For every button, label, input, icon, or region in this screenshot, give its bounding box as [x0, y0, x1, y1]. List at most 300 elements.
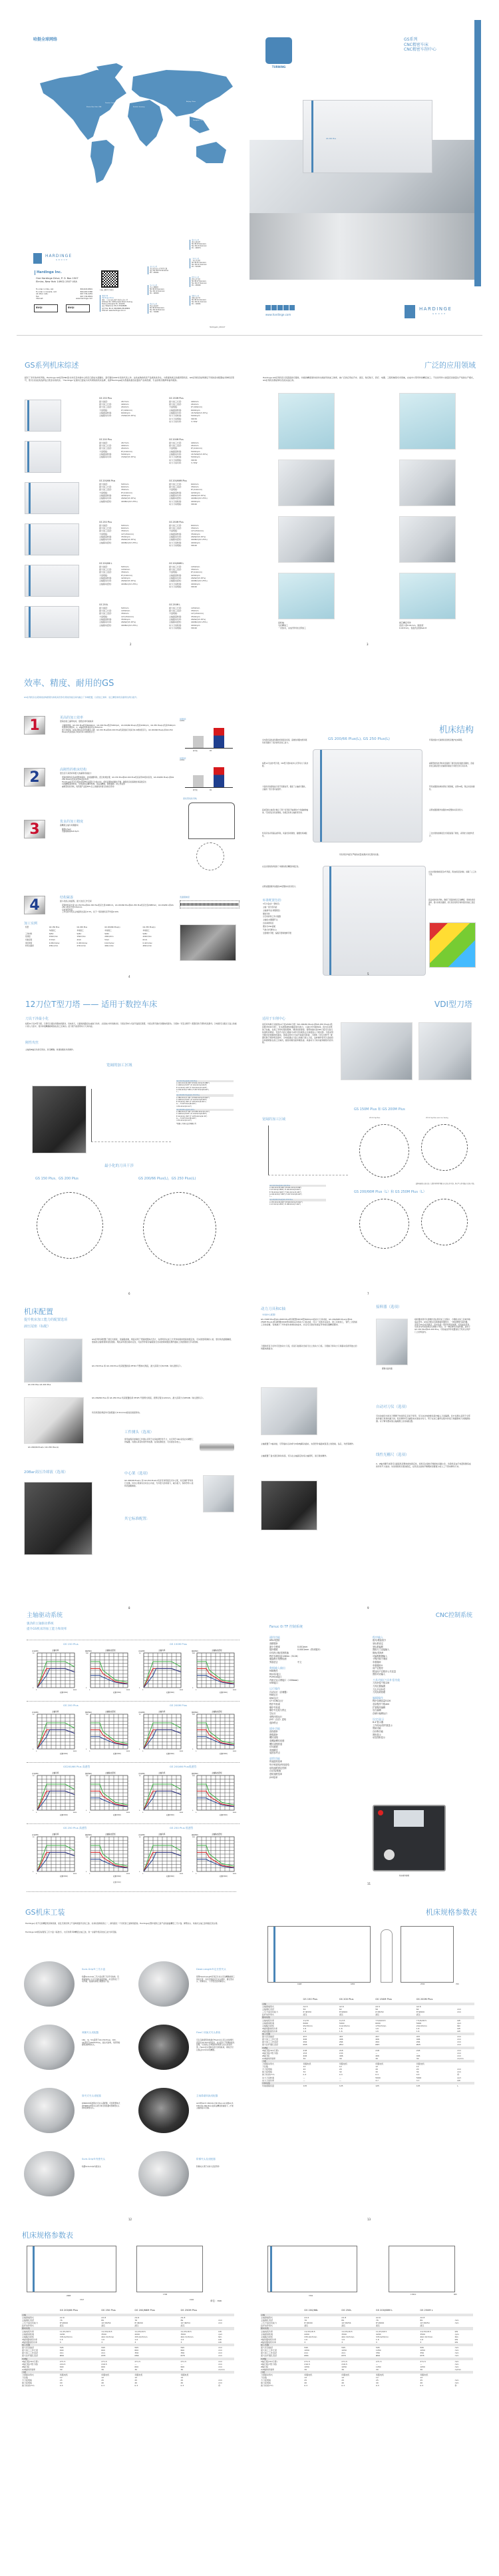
spec-value: 液压 — [375, 2013, 380, 2017]
callout: 带有加强筋结构的铸铁刀塔滑板，采用C2级，保证出色的刚性。 — [429, 786, 475, 791]
tool-text: 哈挺Sure-Grip三爪卡盘采用了杠杆式结构，有效消除离心力对卡盘性能的影响，并全部进行了动平衡，是高转速场合理想的产品。 — [82, 1975, 120, 1983]
brake-photo — [261, 1480, 317, 1530]
spec-value: 4000rpm — [191, 541, 200, 544]
spec-value: 125 — [339, 2084, 343, 2087]
vdi-spec-line: C 47.0mm(1.850") D 102.0mm(4.016") — [269, 1189, 301, 1191]
spec-value: 6"(169mm) — [191, 406, 203, 409]
spec-value: 12 — [304, 2376, 307, 2380]
overview-intro: 经历了多年的市场考验，Hardinge GS系列CNC卧式车床及车削中心机床已经成为高刚性、高可靠性CNC车床的代表之作。这些成熟的机床产品极具性价比，为您提供真正的通用型机床。GS系列机床能够满足不同的需求配置成多种机床型号，您可以轻松的选择适合您需求的机床。“Hardinge”在国内已经成为众所周知的机床品牌，选择Hardinge能为您提供最佳质量的产品和迅捷、专业的机床维修和备件服务。 — [25, 376, 234, 382]
spec-value: 264 — [339, 2041, 343, 2044]
spec-table — [21, 2308, 234, 2388]
spec-label: 主轴驱动功率: — [169, 577, 182, 580]
x-tick-label: 6000 — [73, 1690, 77, 1691]
page-specs-1 — [250, 1898, 499, 2231]
spec-value: 271.5 — [101, 2360, 107, 2363]
cnc-item-label: 插补精度 — [269, 1648, 278, 1652]
spec-value: 457mm — [121, 441, 129, 444]
contact-label: Internet: — [36, 298, 44, 300]
application-photo — [278, 573, 335, 619]
spec-value: 15kW(S3 25%) — [121, 456, 136, 459]
spec-label: 最大旋径: — [99, 482, 108, 485]
example-cell: 0.45mm/rev — [77, 942, 88, 944]
hardinge-logo: HARDINGE GROUP — [33, 253, 80, 264]
spec-value: 271.5 — [375, 2360, 382, 2363]
y-tick-label: 20 — [33, 1653, 35, 1654]
spec-label: 刀位数 — [262, 2065, 269, 2069]
spec-label: X轴行程(VDI刀塔) — [262, 2049, 279, 2052]
spindle-chart — [85, 1648, 130, 1694]
spec-value: 伺服电机 — [375, 2374, 384, 2377]
example-cell: 150m/min — [49, 936, 58, 938]
spec-value: 595mm — [121, 606, 129, 609]
spec-value: 12 — [303, 2065, 306, 2069]
spec-label: 最大床身旋径 — [262, 2035, 275, 2039]
callouts-left — [262, 739, 310, 856]
spec-value: 4000rpm — [191, 582, 200, 585]
cnc-item: 绝对/增量指令 — [373, 1639, 387, 1642]
page-number: 3 — [367, 643, 369, 646]
tool-text: 阶梯夹头用于夹持大直径零件 — [196, 2165, 220, 2168]
spec-value: 490Nm(S3 25%) — [121, 623, 138, 627]
example-cell: 480cc/min — [142, 945, 152, 948]
spec-value: 406 — [339, 2038, 343, 2041]
map-labels — [86, 87, 233, 153]
spec-value: 1.6 — [303, 2029, 307, 2033]
spec-value: 356mm — [121, 488, 129, 491]
y-tick-label: 0 — [33, 1688, 34, 1689]
spec-value: 12 — [420, 2376, 423, 2380]
cnc-item-label: 高精插补 — [269, 1642, 278, 1646]
spec-value: VDI40 — [191, 503, 198, 506]
china-line: 地址：上海市浦东新区金桥出口加工区 — [102, 299, 128, 302]
spec-value: 600 — [180, 2365, 185, 2368]
cert-badge: BVQI — [34, 304, 58, 312]
scale-title: 线性光栅尺（选项） — [376, 1453, 409, 1457]
china-line: Internet: www.hardinge.com.cn — [102, 309, 126, 312]
spec-row — [169, 503, 232, 505]
office-line: Fax: 86 23 6xxxxxxx — [192, 244, 207, 247]
cnc-item: 倒角/拐角R — [373, 1651, 384, 1654]
cnc-item: 帮助功能 — [373, 1727, 381, 1730]
spec-value: 30 — [180, 2368, 184, 2371]
page-number: 5 — [367, 972, 369, 976]
spec-value: 10"(254mm) — [121, 532, 134, 535]
spec-value: 6000 — [375, 2021, 381, 2025]
spec-value: 5000rpm — [191, 456, 200, 459]
spec-table — [261, 1997, 474, 2087]
cert-badge: BVQI — [66, 304, 90, 312]
cnc-item-label: 界面语言 — [269, 1660, 278, 1664]
model-spec — [99, 480, 162, 503]
y-tick-label: 0 — [86, 1688, 87, 1689]
spec-model-header: GS 200/66 Plus — [59, 2309, 79, 2312]
dim-label: 3792 — [309, 2295, 313, 2297]
front-cover-footer — [250, 213, 499, 340]
cnc-item-label: 进给速度倍率 — [269, 1773, 283, 1776]
spec-value: 406 — [375, 2038, 379, 2041]
page-number: 2 — [130, 643, 132, 646]
spec-label: 卡盘规格: — [99, 573, 108, 577]
example-cell: 车削加工 — [104, 930, 112, 932]
chart-title: 主轴功率 — [52, 1650, 59, 1652]
spec-label: 最大加工直径: — [99, 406, 112, 409]
spec-value: 3 — [59, 2340, 61, 2344]
tool-title: 阶梯夹头及适配器 — [196, 2158, 216, 2160]
example-cell: 0.45mm/rev — [49, 942, 60, 944]
spec-label: 最大加工长度: — [99, 402, 112, 406]
spec-row — [169, 627, 232, 629]
spec-value: 264 — [375, 2041, 379, 2044]
cnc-item-label: 顺序号比较与停止 — [269, 1709, 287, 1712]
spec-value: 4200 — [134, 2332, 140, 2336]
spec-value: 76 — [304, 2319, 307, 2322]
spec-value: 411 — [304, 2352, 309, 2355]
callout: 完全封闭控制的液压4号尾座，简洁的液压控制，消除了人工的干预。 — [428, 871, 476, 876]
tail-caption-2: GS 200/66 Plus(L) GS 250 Plus(L) — [28, 1446, 59, 1449]
tail-text-3: GS 200/66 Plus 和 GS 250 Plus 机床配置的是 MT#5 号套筒式尾座，套筒行程为120mm，最大顶紧力为9354N（如左图所示）。 — [92, 1397, 205, 1399]
spec-label: 三爪卡盘夹持能力 — [22, 2322, 39, 2325]
area-spec-line: I 231.2mm(9.114") — [176, 1119, 192, 1122]
vdi-m2-drawing — [421, 1199, 468, 1245]
spec-label: 主轴驱动扭矩: — [99, 582, 112, 585]
area-spec-line: C 100mm(3.937") D 210.5mm(8.287") — [176, 1113, 208, 1116]
office-line: Fax: 86 24 2xxxxxxx — [192, 300, 207, 303]
x-tick-label: 0 — [142, 1812, 144, 1813]
spec-value: 液压 — [339, 2013, 343, 2017]
spec-value: 1050 — [420, 2349, 425, 2352]
office-line: Tel: 86 29 8xxxxxxx — [150, 306, 164, 309]
tool-text: 可以互换使用的快换式FlexC夹头可以夹持棒料直径在±0.5mm的变动，夹头经过了特殊的硫化处理，可以防止冷却液和切屑进入夹头系统内部。FlexC夹头更换仅需几秒的时间，同时还可以保证0.01mm的精度。 — [196, 2039, 235, 2051]
example-cell: 200m/min — [142, 936, 152, 938]
spindle-chart — [192, 1648, 237, 1694]
cnc-item-label: USB接口 — [269, 1682, 278, 1685]
spec-label: 换刀时间(T-T) — [261, 2384, 273, 2388]
model-photo — [25, 523, 79, 555]
page-number: 6 — [128, 1292, 130, 1295]
catcher-photo — [376, 1319, 408, 1365]
cnc-item: 刀尖半径补偿 — [373, 1688, 386, 1691]
spec-value: 液压 — [101, 2324, 106, 2328]
chart-group-title: GS 200 Plus — [63, 1704, 79, 1707]
spec-value: Ø66 — [59, 2354, 64, 2358]
spec-value: 411 — [101, 2352, 105, 2355]
spec-value: VDI40 — [191, 585, 198, 589]
y-tick-label: 20 — [139, 1653, 141, 1654]
spec-unit: kW — [454, 2330, 458, 2333]
spindle-chart — [32, 1770, 77, 1817]
spec-value: 264 — [303, 2041, 307, 2044]
office-line: Tel: 86 24 2xxxxxxx — [192, 298, 206, 301]
spec-label: 主轴驱动扭矩: — [99, 623, 112, 627]
callout: 机床床身采用高品质铸铁，具备优异的刚性、耐磨性和减振性。 — [262, 832, 307, 837]
vdi-m2-title: GS 200/66M Plus（L）和 GS 250M Plus（L） — [354, 1190, 426, 1194]
chart-title: 主轴输出扭矩 — [105, 1833, 116, 1835]
example-header: GS 200 Plus — [77, 926, 88, 929]
spec-model-header: GS 200/66L — [304, 2309, 319, 2312]
model-spec — [169, 521, 232, 547]
spec-value: 457 — [303, 2035, 307, 2039]
spec-value: A2-6 — [304, 2316, 309, 2320]
spec-label: 卡盘规格: — [169, 406, 178, 409]
spec-unit: mm — [218, 2352, 223, 2355]
spindle-sub-1: 强劲的主轴驱动系统 — [27, 1622, 54, 1626]
steady-rest-text: GS 200/66 Plus(L) 和 GS 250 Plus(L)机床可选用液压式中心架，对长细杆零件进行支撑。该中心架具有自动定心功能，允许更大的切削力，减少振刀，保持零件公差和表面粗糙度。 — [124, 1479, 194, 1487]
config-subtitle: 提升机床加工能力的配置选项 — [24, 1318, 68, 1322]
office-line: 西安市高新区 — [150, 304, 159, 307]
feature-bullet: 主轴转速高，GS 150 Plus机床6000rpm，GS 200 Plus机床5000rpm，GS 200/66 Plus(L)机床4200rpm，GS 250 Plus(L)机床3500rpm — [62, 723, 176, 727]
spec-value: 406 — [303, 2054, 307, 2057]
spec-label: 刀塔驱动形式 — [261, 2374, 273, 2377]
x-tick-label: 6000 — [180, 1873, 184, 1875]
spec-value: 216.5 — [59, 2362, 66, 2366]
spec-value: 液压 — [303, 2013, 307, 2017]
spec-label: 最大加工长度: — [169, 606, 182, 609]
spec-label: 最大床身旋径 — [22, 2346, 35, 2350]
office-line: P.C.: 430000 — [192, 284, 201, 286]
spec-label: 主轴电机功率 — [22, 2330, 35, 2333]
spec-label: 最大加工直径: — [99, 612, 112, 615]
spec-value: 0.3 — [59, 2384, 63, 2388]
spec-value: 3500 — [101, 2332, 106, 2336]
model-name: GS 250M L — [169, 603, 181, 606]
interference-drawing-left — [37, 1192, 103, 1259]
spec-value: — — [375, 2362, 378, 2366]
website[interactable]: www.hardinge.com — [265, 313, 291, 316]
application-photo — [399, 460, 456, 506]
interference-left: GS 150 Plus、GS 200 Plus — [35, 1177, 79, 1181]
cnc-item: 8.4"显示器 — [373, 1721, 384, 1724]
spec-value: 7.5/9/18.5 — [416, 2019, 427, 2022]
y-tick-label: 200 — [192, 1653, 195, 1654]
turret-t-s2-text: 主轴和Z轴运动进行同步，进行精确、快速的刚性攻丝操作。 — [25, 1048, 75, 1051]
cover-part-photo — [250, 213, 474, 280]
spec-value: 0.3 — [134, 2384, 138, 2388]
cnc-item — [269, 1776, 363, 1779]
feature-number-icon: 2 — [24, 768, 45, 787]
cnc-item-label: 顺序号检索 — [269, 1706, 280, 1709]
cnc-section-title: 插补功能 — [269, 1726, 280, 1730]
china-line: 传真 Fax: 86 21 38108681/38108682 — [102, 307, 130, 310]
c-axis-text-2: 主轴配置了盘式液压制动系统，可以在主轴固定时将主轴锁死，进行铣削操作。 — [261, 1454, 329, 1457]
spec-label: 最大旋径: — [99, 606, 108, 609]
x-tick-label: 6000 — [126, 1812, 130, 1813]
y-axis-label: 扭矩(Nm) — [192, 1712, 198, 1714]
cnc-item: 车削循环 — [373, 1660, 381, 1664]
area-spec-line: I 231.2mm(9.114") — [176, 1105, 192, 1108]
spec-label: 动力刀具转速: — [169, 499, 182, 503]
spec-value: 6"/Ø150 — [303, 2011, 311, 2014]
cnc-item: 子程序和子调用 — [373, 1658, 388, 1661]
spec-row — [260, 2384, 473, 2387]
spec-value: 1.6 — [416, 2027, 420, 2030]
page-applications — [250, 340, 499, 653]
spec-label: 最大旋径: — [99, 400, 108, 403]
spec-value: 335.6/15min — [375, 2335, 389, 2338]
spec-value: 0.3 — [341, 2384, 345, 2388]
model-name: GS 200M Plus — [169, 438, 184, 441]
spec-label: 最大加工长度: — [99, 485, 112, 488]
chart-group-title: GS 200M Plus — [170, 1704, 188, 1707]
spec-value: 1050mm — [191, 606, 200, 609]
spec-row — [99, 583, 162, 585]
spec-value: 271.5 — [304, 2360, 310, 2363]
roughness-plot — [180, 900, 240, 908]
y-tick-label: 0 — [139, 1871, 140, 1873]
office-list — [148, 240, 241, 323]
spec-value: 液压 — [180, 2324, 185, 2328]
model-spec — [169, 480, 232, 505]
office-line: P.C.: 250001 — [150, 271, 159, 274]
spec-value: 8"/Ø200 — [59, 2322, 69, 2325]
office-title: 重庆分公司 — [192, 239, 199, 241]
std-config-item: 主轴松/夹脚踏开关 — [263, 918, 278, 922]
spec-unit: mm — [457, 2054, 462, 2057]
spec-model-header: GS 250M Plus — [180, 2309, 198, 2312]
spec-value: 30 — [59, 2368, 63, 2371]
spec-value: 11/15/18.5 — [180, 2330, 192, 2333]
spindle-chart — [85, 1831, 130, 1878]
model-name: GS 200/66M L — [169, 562, 184, 565]
spec-label: 主轴输出扭矩 — [261, 2335, 273, 2338]
spec-value: 1.6 — [375, 2027, 379, 2030]
x-axis-label: 转速(r/min) — [220, 1692, 228, 1694]
c-axis-photo — [261, 1387, 317, 1435]
cnc-item-label: 单程序段运行 — [269, 1715, 283, 1718]
map-label: Toronto, Canada — [105, 103, 116, 104]
spec-group: X/Z轴 — [260, 2358, 473, 2360]
cnc-item-label: 高速跳过 — [269, 1748, 278, 1752]
spec-row — [99, 624, 162, 627]
spec-value: 271.5 — [180, 2360, 187, 2363]
spindle-title: 主轴驱动系统 — [27, 1612, 63, 1619]
chart-title: 主轴功率 — [52, 1833, 59, 1835]
spec-group: 加工范围 — [21, 2344, 234, 2346]
spindle-chart — [192, 1770, 237, 1817]
x-axis-label: 转速(r/min) — [220, 1753, 228, 1755]
dim-label: 1796 — [163, 2294, 168, 2296]
spec-group: X/Z轴 — [21, 2358, 234, 2360]
spec-drawing-1 — [267, 1926, 474, 1987]
spec-value: 1.6 — [304, 2338, 308, 2341]
spec-value: 8"/Ø200 — [339, 2011, 348, 2014]
vdi-m1-drawing — [359, 1124, 409, 1177]
cnc-item-label: 最小分辨率 — [269, 1645, 280, 1648]
area-spec-title: GS 200/66 Plus和GS 250 Plus — [176, 1094, 234, 1096]
spec-model-header: GS 250M L — [420, 2309, 433, 2312]
spec-unit: mm — [457, 2068, 462, 2071]
spec-value: 3500rpm — [191, 532, 200, 535]
spec-label: 主轴电机功率 — [262, 2019, 275, 2022]
spec-label: 主轴驱动功率: — [169, 535, 182, 539]
y-axis-label: 功率(kW) — [138, 1773, 145, 1775]
example-header: 机型 — [25, 926, 29, 929]
x-tick-label: 6000 — [126, 1873, 130, 1875]
tool-photo — [138, 1961, 189, 2007]
spec-label: 主轴驱动功率: — [169, 618, 182, 621]
example-header: GS 150 Plus — [49, 926, 60, 929]
catcher-text: 接料器选项可以使操作者在机床加工过程中，方便的从加工区域外取成品零件。GS系列机床有两种接料器形式，一种是摆臂式接料器，适用于GS全系列机床，其中包括一套零件传送装置，可将成品零件从机床内传送到机床右侧的下料区；另一种是弹出式接料器，适用于GS 150 Plus和GS 200 Plus，可将成品零件放置到位于机床主防护门上的料盘内。 — [415, 1318, 470, 1333]
spec-value: 40 — [375, 2382, 379, 2385]
vdi-m1-note: 此种布局的刀塔在加工大直径零件时不要有多余的刀位干涉，但有些刀位可能存在潜在干涉。 — [416, 1183, 476, 1185]
bar-competitor — [193, 736, 204, 748]
spec-unit: mm — [454, 2379, 459, 2382]
spec-label: 最大加工长度: — [99, 609, 112, 612]
spec-value: — — [339, 2079, 341, 2082]
spec-value: 4200rpm — [121, 577, 130, 580]
turning-logo — [265, 37, 292, 64]
spec-label: Z轴行程 — [261, 2365, 269, 2368]
cnc-right-column — [373, 1634, 459, 1740]
model-spec — [169, 603, 232, 629]
model-photo — [25, 482, 79, 514]
cnc-item: 刀具补偿个数128 — [373, 1682, 390, 1685]
vdi-m1-title: GS 150M Plus 和 GS 200M Plus — [354, 1108, 405, 1112]
spec-value: 25 — [59, 2379, 63, 2382]
spec-value: 411 — [59, 2352, 64, 2355]
cnc-item-label: 每分钟进给/每转进给 — [269, 1764, 289, 1767]
overview-title: GS系列机床综述 — [25, 361, 79, 370]
bar-competitor — [193, 775, 204, 787]
chart-title: 主轴输出扭矩 — [105, 1772, 116, 1774]
spec-group: 加工范围 — [260, 2344, 473, 2346]
spec-value: 7.5/9/18.5 — [375, 2019, 386, 2022]
cnc-section-title: 刀具功能/刀具补偿功能 — [373, 1678, 401, 1682]
spec-label: 换刀时间(T-T) — [22, 2384, 35, 2388]
model-name: GS 150M Plus — [169, 397, 184, 400]
example-cell: 4mm — [77, 939, 82, 942]
office-title: 沈阳分公司 — [192, 295, 199, 297]
spec-value: 216.5 — [341, 2362, 347, 2366]
example-cell: 切削深度 — [25, 939, 33, 942]
spec-value: 210/15min — [416, 2024, 427, 2027]
spec-group: 主轴 — [261, 2003, 474, 2005]
spec-label: 卡盘规格: — [169, 612, 178, 615]
spec-label: 拉杆动作形式 — [22, 2324, 35, 2328]
spec-value: 25 — [375, 2379, 379, 2382]
spec-value: Ø78 — [101, 2354, 106, 2358]
coolant-title: 20Bar高压冷却液（选项） — [24, 1470, 68, 1474]
spec-value: 4200rpm — [191, 491, 200, 494]
spec-value: 40 — [180, 2382, 184, 2385]
chart-title: 主轴输出扭矩 — [212, 1711, 222, 1713]
bar-gs — [214, 728, 224, 748]
tool-text: 使用Dead-Length系列定长夹头可以精确控制工件的长度，该系列包括定长夹头组件，通孔型夹头、阶梯夹头、十字型定位阶梯夹头。 — [196, 1975, 235, 1983]
x-axis-label: 转速(r/min) — [220, 1814, 228, 1816]
cnc-item-label: 返回参考点 — [269, 1752, 280, 1755]
spec-value: Ø45 — [303, 2043, 307, 2047]
spec-value: 5000rpm — [121, 453, 130, 456]
spec-unit: mm — [457, 2035, 462, 2039]
tool-photo — [138, 2088, 189, 2133]
example-cell: 车削加工 — [142, 930, 150, 932]
page-overview — [0, 340, 250, 653]
x-tick-label: 6000 — [73, 1751, 77, 1752]
spec-unit: mm — [454, 2362, 459, 2366]
x-tick-label: 0 — [89, 1690, 90, 1691]
spec-value: 30 — [304, 2368, 307, 2371]
spec-value: 402.3/15min — [420, 2335, 433, 2338]
spec-value: VDI30 — [191, 458, 198, 462]
probe-text: 使用由程序控制的工件测头可用于在线检测零件尺寸，也可用于CNC系统自动调整工件偏置。该测头具有快速零件检测、在线检测报告，可实现自动加工。 — [124, 1438, 194, 1443]
contact-label: To order in Canada, call: — [36, 290, 57, 293]
catcher-caption: 摆臂式接料器 — [382, 1368, 393, 1370]
spec-value: 10"/Ø254 — [341, 2322, 351, 2325]
area-spec-line: G — H 207.5mm(8.169") — [176, 1117, 196, 1120]
spec-value: 1.6 — [375, 2029, 379, 2033]
tool-photo — [138, 2025, 189, 2070]
spec-label: 卡盘规格: — [169, 529, 178, 533]
spec-value: 1.6 — [101, 2338, 105, 2341]
